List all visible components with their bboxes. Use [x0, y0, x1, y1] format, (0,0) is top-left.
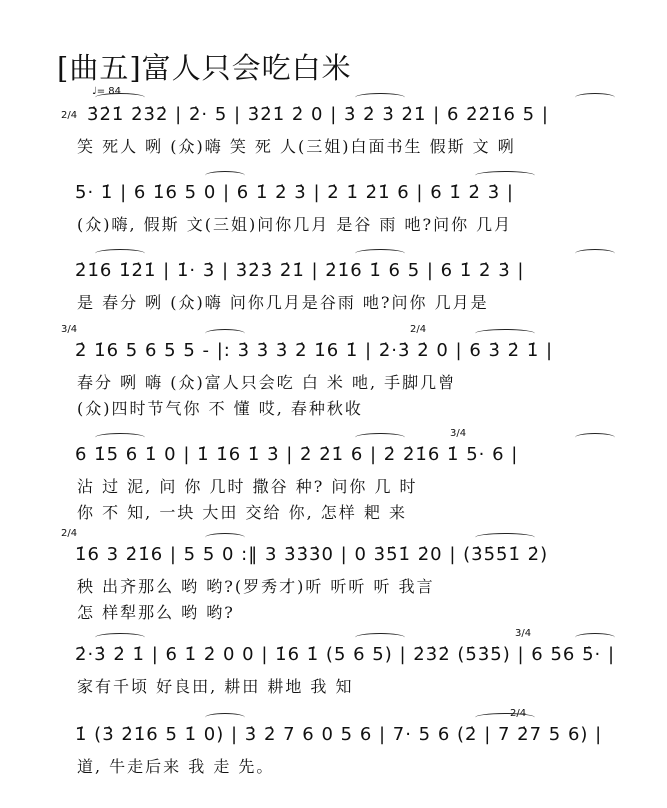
time-signature: 3/4	[515, 628, 532, 639]
note-sequence: 3̇2̇1̇ 2̇3̇2̇ | 2̇· 5 | 3̇2̇1̇ 2̇ 0 | 3̇ 2̇ 3̇ 2̇1̇ | 6 2̇2̇1̇6 5 |	[87, 104, 549, 125]
jianpu-notes	[55, 440, 615, 470]
slur-mark	[475, 171, 535, 180]
lyrics-line: 你 不 知, 一块 大田 交给 你, 怎样 耙 来	[77, 503, 407, 522]
slur-mark	[575, 93, 615, 102]
jianpu-notes	[55, 256, 615, 286]
lyrics-line: 家有千顷 好良田, 耕田 耕地 我 知	[77, 677, 354, 696]
note-sequence: 2̇·3̇ 2̇ 1̇ | 6 1̇ 2̇ 0 0 | 1̇6 1̇ (5 6 5) | 2̇3̇2̇ (5̇3̇5̇) | 6 5̇6 5̇· |	[75, 644, 616, 665]
jianpu-notes	[55, 640, 615, 670]
note-sequence: 5· 1̇ | 6 1̇6 5 0 | 6 1̇ 2̇ 3̇ | 2̇ 1̇ 2̇1̇ 6 | 6 1̇ 2̇ 3̇ |	[75, 182, 514, 203]
time-signature: 2/4	[61, 110, 78, 121]
slur-mark	[355, 93, 405, 102]
page-title: [曲五]富人只会吃白米	[57, 51, 352, 85]
note-sequence: 1̇ (3̇ 2̇1̇6 5 1̇ 0) | 3̇ 2̇ 7 6 0 5 6 | 7· 5 6 (2̇ | 7 2̇7 5 6) |	[75, 724, 603, 745]
note-sequence: 6 1̇5 6 1̇ 0 | 1̇ 1̇6 1̇ 3̇ | 2̇ 2̇1̇ 6 | 2̇ 2̇1̇6 1̇ 5· 6 |	[75, 444, 519, 465]
time-signature: 2/4	[510, 708, 527, 719]
time-signature: 3/4	[450, 428, 467, 439]
slur-mark	[95, 249, 145, 258]
slur-mark	[575, 633, 615, 642]
note-sequence: 2̇1̇6 1̇2̇1̇ | 1̇· 3̇ | 3̇2̇3̇ 2̇1̇ | 2̇1̇6 1̇ 6 5 | 6 1̇ 2̇ 3̇ |	[75, 260, 525, 281]
lyrics-line: 笑 死人 咧 (众)嗨 笑 死 人(三姐)白面书生 假斯 文 咧	[77, 137, 516, 156]
slur-mark	[475, 329, 535, 338]
lyrics-line: 怎 样犁那么 哟 哟?	[77, 603, 235, 622]
slur-mark	[355, 633, 405, 642]
slur-mark	[575, 433, 615, 442]
jianpu-notes	[55, 540, 615, 570]
time-signature: 2/4	[410, 324, 427, 335]
note-sequence: 1̇6 3 2̇1̇6 | 5 5 0 :‖ 3 3̇3̇3̇0 | 0 3̇5̇1̇ 2̇0 | (3̇5̇5̇1̇ 2̇)	[75, 544, 549, 565]
lyrics-line: 沾 过 泥, 问 你 几时 撒谷 种? 问你 几 时	[77, 477, 418, 496]
slur-mark	[205, 329, 245, 338]
slur-mark	[575, 249, 615, 258]
lyrics-line: 是 春分 咧 (众)嗨 问你几月是谷雨 吔?问你 几月是	[77, 293, 489, 312]
lyrics-line: (众)嗨, 假斯 文(三姐)问你几月 是谷 雨 吔?问你 几月	[77, 215, 513, 234]
jianpu-notes	[55, 178, 615, 208]
lyrics-line: (众)四时节气你 不 懂 哎, 春种秋收	[77, 399, 363, 418]
slur-mark	[475, 713, 535, 722]
jianpu-notes	[55, 336, 615, 366]
time-signature: 3/4	[61, 324, 78, 335]
slur-mark	[205, 533, 245, 542]
lyrics-line: 道, 牛走后来 我 走 先。	[77, 757, 275, 776]
slur-mark	[205, 171, 245, 180]
lyrics-line: 春分 咧 嗨 (众)富人只会吃 白 米 吔, 手脚几曾	[77, 373, 457, 392]
slur-mark	[95, 93, 145, 102]
note-sequence: 2̇ 1̇6 5 6 5 5 - |: 3̇ 3̇ 3̇ 2̇ 1̇6 1̇ | 2̇·3̇ 2̇ 0 | 6 3̇ 2̇ 1̇ |	[75, 340, 554, 361]
jianpu-notes	[55, 720, 615, 750]
slur-mark	[355, 433, 405, 442]
lyrics-line: 秧 出齐那么 哟 哟?(罗秀才)听 听听 听 我言	[77, 577, 435, 596]
slur-mark	[355, 249, 405, 258]
slur-mark	[475, 533, 535, 542]
slur-mark	[205, 713, 245, 722]
slur-mark	[95, 433, 145, 442]
jianpu-notes	[55, 100, 615, 130]
time-signature: 2/4	[61, 528, 78, 539]
tempo-marking: ♩= 84	[92, 86, 121, 97]
slur-mark	[95, 633, 145, 642]
